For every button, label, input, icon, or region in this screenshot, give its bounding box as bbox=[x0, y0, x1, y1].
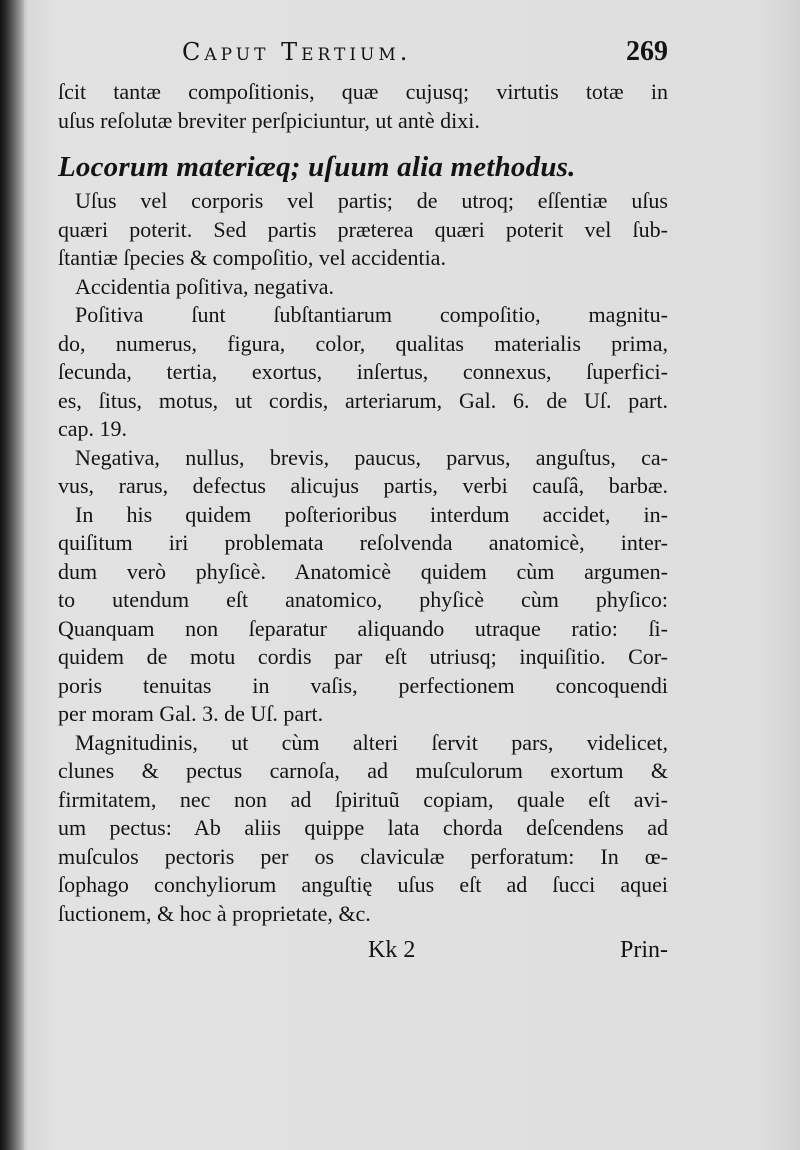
text-line-25: um pectus: Ab aliis quippe lata chorda deſcendens ad bbox=[58, 815, 668, 840]
text-line-13: vus, rarus, defectus alicujus partis, verbi cauſâ, barbæ. bbox=[58, 473, 668, 498]
text-line-1: ſcit tantæ compoſitionis, quæ cujusq; virtutis totæ in bbox=[58, 79, 668, 104]
running-head bbox=[58, 32, 668, 78]
text-line-24: firmitatem, nec non ad ſpirituũ copiam, quale eſt avi- bbox=[58, 786, 668, 812]
text-line-16: dum verò phyſicè. Anatomicè quidem cùm argumen- bbox=[58, 558, 668, 584]
text-line-20: poris tenuitas in vaſis, perfectionem concoquendi bbox=[58, 672, 668, 698]
text-line-19: quidem de motu cordis par eſt utriusq; inquiſitio. Cor- bbox=[58, 644, 668, 669]
text-line-2: uſus reſolutæ breviter perſpiciuntur, ut antè dixi. bbox=[58, 107, 480, 133]
text-line-9: ſecunda, tertia, exortus, inſertus, connexus, ſuperfici- bbox=[58, 359, 668, 384]
page-gutter-shadow bbox=[0, 0, 24, 1150]
text-line-23: clunes & pectus carnoſa, ad muſculorum exortum & bbox=[58, 758, 668, 783]
text-line-3: Uſus vel corporis vel partis; de utroq; eſſentiæ uſus bbox=[75, 188, 668, 213]
running-head-title: Caput Tertium. bbox=[182, 38, 412, 66]
text-line-18: Quanquam non ſeparatur aliquando utraque ratio: ſi- bbox=[58, 615, 668, 641]
text-line-17: to utendum eſt anatomico, phyſicè cùm phyſico: bbox=[58, 587, 668, 612]
text-line-8: do, numerus, figura, color, qualitas materialis prima, bbox=[58, 330, 668, 356]
text-line-10: es, ſitus, motus, ut cordis, arteriarum, Gal. 6. de Uſ. part. bbox=[58, 387, 668, 413]
text-line-27: ſophago conchyliorum anguſtię uſus eſt ad ſucci aquei bbox=[58, 872, 668, 897]
catchword: Prin- bbox=[620, 937, 668, 963]
intro-text bbox=[58, 78, 668, 135]
text-line-12: Negativa, nullus, brevis, paucus, parvus, anguſtus, ca- bbox=[75, 444, 668, 470]
page-footer bbox=[58, 936, 668, 976]
text-line-6: Accidentia poſitiva, negativa. bbox=[75, 273, 335, 299]
text-line-28: ſuctionem, & hoc à proprietate, &c. bbox=[58, 900, 371, 926]
show-through-text bbox=[650, 120, 800, 1100]
text-line-21: per moram Gal. 3. de Uſ. part. bbox=[58, 701, 324, 726]
section-heading: Locorum materiæq; uſuum alia methodus. bbox=[58, 151, 576, 183]
section-body bbox=[58, 187, 668, 928]
signature-mark: Kk 2 bbox=[368, 937, 416, 963]
page-number: 269 bbox=[626, 36, 668, 67]
text-line-14: In his quidem poſterioribus interdum accidet, in- bbox=[75, 501, 668, 527]
text-line-7: Poſitiva ſunt ſubſtantiarum compoſitio, magnitu- bbox=[75, 302, 668, 327]
text-line-4: quæri poterit. Sed partis præterea quæri poterit vel ſub- bbox=[58, 216, 668, 242]
page-content bbox=[58, 32, 668, 976]
text-line-15: quiſitum iri problemata reſolvenda anatomicè, inter- bbox=[58, 530, 668, 555]
text-line-11: cap. 19. bbox=[58, 416, 128, 441]
text-line-26: muſculos pectoris per os claviculæ perforatum: In œ- bbox=[58, 843, 668, 869]
text-line-22: Magnitudinis, ut cùm alteri ſervit pars, videlicet, bbox=[75, 729, 668, 755]
text-line-5: ſtantiæ ſpecies & compoſitio, vel accidentia. bbox=[58, 245, 446, 270]
